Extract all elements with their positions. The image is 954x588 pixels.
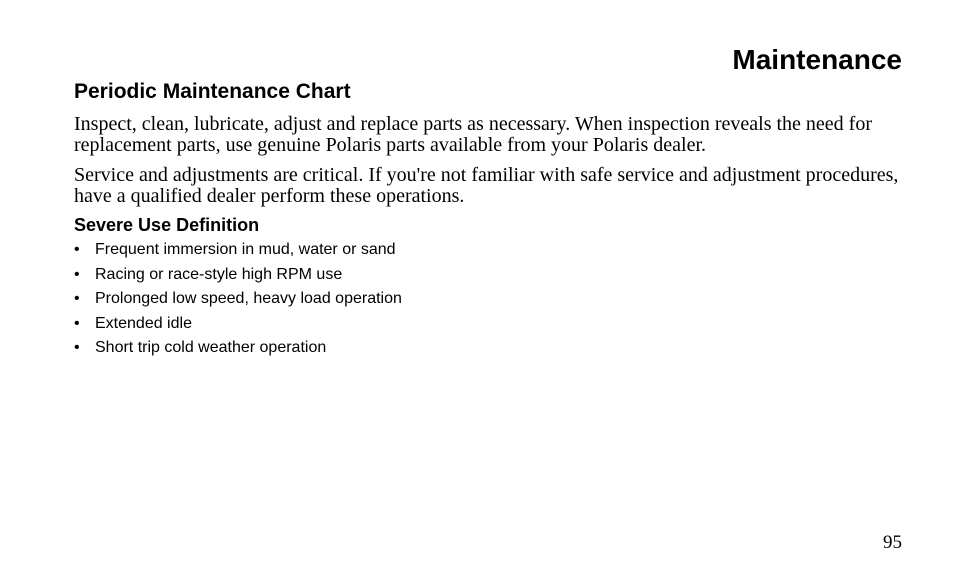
- list-item-text: Frequent immersion in mud, water or sand: [95, 241, 396, 258]
- list-item: [74, 287, 402, 312]
- intro-paragraph: Inspect, clean, lubricate, adjust and replace parts as necessary. When inspection reveals the need for replacement parts, use genuine Polaris parts available from your Polaris dealer.: [74, 113, 872, 156]
- list-item-text: Racing or race-style high RPM use: [95, 265, 343, 283]
- bullet-icon: •: [74, 241, 80, 258]
- section-title: Periodic Maintenance Chart: [74, 80, 351, 103]
- list-item-text: Prolonged low speed, heavy load operation: [95, 290, 402, 307]
- list-item: [74, 263, 402, 288]
- list-item: [74, 336, 402, 361]
- bullet-icon: •: [74, 339, 80, 356]
- list-item-text: Short trip cold weather operation: [95, 339, 327, 356]
- list-item-text: Extended idle: [95, 314, 192, 332]
- severe-use-title: Severe Use Definition: [74, 215, 260, 235]
- chapter-heading: Maintenance: [732, 44, 902, 75]
- bullet-icon: •: [74, 314, 80, 332]
- severe-use-list: [74, 238, 402, 361]
- service-warning-paragraph: Service and adjustments are critical. If you're not familiar with safe service and adjustment procedures, have a qualified dealer perform these operations.: [74, 164, 899, 207]
- list-item: [74, 312, 402, 337]
- bullet-icon: •: [74, 290, 80, 307]
- list-item: [74, 238, 402, 263]
- page-number: 95: [883, 532, 902, 553]
- bullet-icon: •: [74, 265, 80, 283]
